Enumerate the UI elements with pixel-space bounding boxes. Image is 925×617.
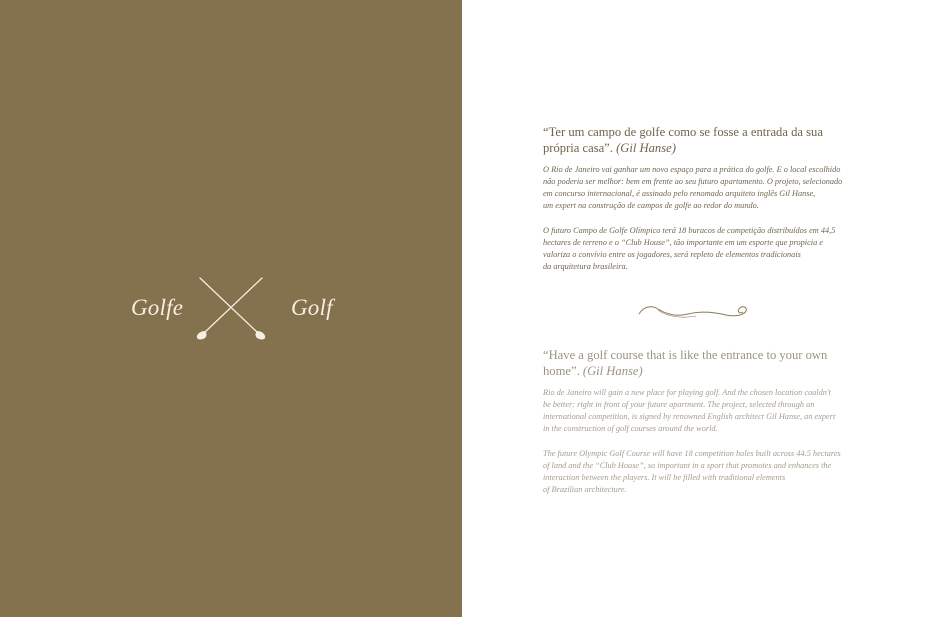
text-line: international competition, is signed by renowned English architect Gil Hanse, an expert [543, 412, 836, 421]
paragraph-english-2 [543, 448, 843, 496]
title-portuguese: Golfe [131, 295, 184, 320]
quote-english [543, 347, 848, 379]
paragraph-english-1 [543, 387, 843, 435]
text-line: be better: right in front of your future apartment. The project, selected through an [543, 400, 815, 409]
quote-text: “Ter um campo de golfe como se fosse a entrada da sua própria casa”. [543, 125, 823, 155]
text-line: O futuro Campo de Golfe Olímpico terá 18 buracos de competição distribuídos em 44,5 [543, 226, 836, 235]
title-english: Golf [291, 295, 333, 320]
crossed-golf-clubs-icon [194, 276, 268, 342]
text-line: of land and the “Club House”, so important in a sport that promotes and enhances the [543, 461, 832, 470]
text-line: O Rio de Janeiro vai ganhar um novo espaço para a prática do golfe. E o local escolhido [543, 165, 841, 174]
left-cover-panel [0, 0, 462, 617]
text-line: The future Olympic Golf Course will have 18 competition holes built across 44.5 hectares [543, 449, 841, 458]
text-line: em concurso internacional, é assinado pelo renomado arquiteto inglês Gil Hanse, [543, 189, 816, 198]
quote-portuguese [543, 124, 848, 156]
text-line: valoriza o convívio entre os jogadores, será repleto de elementos tradicionais [543, 250, 801, 259]
text-line: interaction between the players. It will be filled with traditional elements [543, 473, 786, 482]
text-line: da arquitetura brasileira. [543, 262, 628, 271]
quote-text: “Have a golf course that is like the entrance to your own home”. [543, 348, 828, 378]
text-line: não poderia ser melhor: bem em frente ao seu futuro apartamento. O projeto, selecionado [543, 177, 843, 186]
text-line: Rio de Janeiro will gain a new place for playing golf. And the chosen location couldn't [543, 388, 831, 397]
text-line: hectares de terreno e o “Club House”, tão importante em um esporte que propicia e [543, 238, 823, 247]
quote-author: (Gil Hanse) [616, 141, 676, 155]
paragraph-portuguese-2 [543, 225, 843, 273]
text-line: in the construction of golf courses around the world. [543, 424, 718, 433]
text-line: um expert na construção de campos de golfe ao redor do mundo. [543, 201, 759, 210]
quote-author: (Gil Hanse) [582, 364, 643, 378]
text-line: of Brazilian architecture. [543, 485, 627, 494]
ornamental-flourish-icon [636, 302, 750, 322]
paragraph-portuguese-1 [543, 164, 843, 212]
